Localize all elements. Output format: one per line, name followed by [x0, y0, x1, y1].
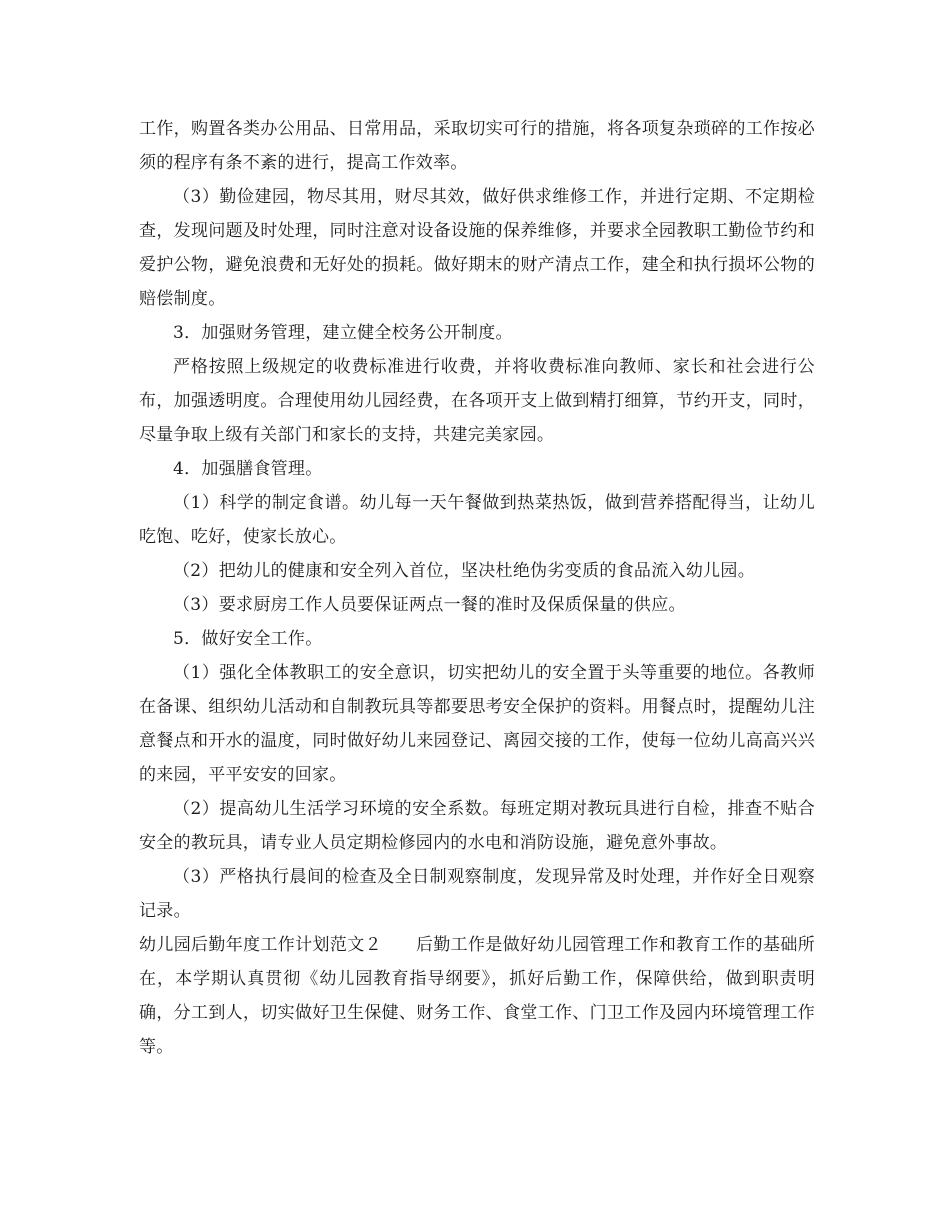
- paragraph-fees: 严格按照上级规定的收费标准进行收费，并将收费标准向教师、家长和社会进行公布，加强透明度。合理使用幼儿园经费，在各项开支上做到精打细算，节约开支，同时，尽量争取上级有关部门和家长的支持，共建完美家园。: [139, 357, 815, 445]
- document-body: [139, 112, 815, 1064]
- heading-finance-management: 3．加强财务管理，建立健全校务公开制度。: [173, 323, 513, 343]
- paragraph-item-3-thrift: （3）勤俭建园，物尽其用，财尽其效，做好供求维修工作，并进行定期、不定期检查，发现问题及时处理，同时注意对设备设施的保养维修，并要求全园教职工勤俭节约和爱护公物，避免浪费和无好处的损耗。做好期末的财产清点工作，建全和执行损坏公物的赔偿制度。: [139, 187, 815, 309]
- paragraph-continuation: 工作，购置各类办公用品、日常用品，采取切实可行的措施，将各项复杂琐碎的工作按必须的程序有条不紊的进行，提高工作效率。: [139, 119, 815, 173]
- paragraph-meal-item-2: （2）把幼儿的健康和安全列入首位，坚决杜绝伪劣变质的食品流入幼儿园。: [173, 561, 756, 581]
- section-2-heading: 幼儿园后勤年度工作计划范文２: [139, 935, 382, 955]
- paragraph-safety-item-1: （1）强化全体教职工的安全意识，切实把幼儿的安全置于头等重要的地位。各教师在备课、组织幼儿活动和自制教玩具等都要思考安全保护的资料。用餐点时，提醒幼儿注意餐点和开水的温度，同时做好幼儿来园登记、离园交接的工作，使每一位幼儿高高兴兴的来园，平平安安的回家。: [139, 663, 815, 785]
- paragraph-safety-item-3: （3）严格执行晨间的检查及全日制观察制度，发现异常及时处理，并作好全日观察记录。: [139, 867, 815, 921]
- paragraph-meal-item-3: （3）要求厨房工作人员要保证两点一餐的准时及保质保量的供应。: [173, 595, 686, 615]
- paragraph-meal-item-1: （1）科学的制定食谱。幼儿每一天午餐做到热菜热饭，做到营养搭配得当，让幼儿吃饱、吃好，使家长放心。: [139, 493, 815, 547]
- heading-safety-work: 5．做好安全工作。: [173, 629, 323, 649]
- section-2-text: 后勤工作是做好幼儿园管理工作和教育工作的基础所在，本学期认真贯彻《幼儿园教育指导纲要》，抓好后勤工作，保障供给，做到职责明确，分工到人，切实做好卫生保健、财务工作、食堂工作、门卫工作及园内环境管理工作等。: [139, 935, 815, 1057]
- heading-meal-management: 4．加强膳食管理。: [173, 459, 323, 479]
- section-2-paragraph: [139, 928, 815, 1064]
- paragraph-safety-item-2: （2）提高幼儿生活学习环境的安全系数。每班定期对教玩具进行自检，排查不贴合安全的教玩具，请专业人员定期检修园内的水电和消防设施，避免意外事故。: [139, 799, 815, 853]
